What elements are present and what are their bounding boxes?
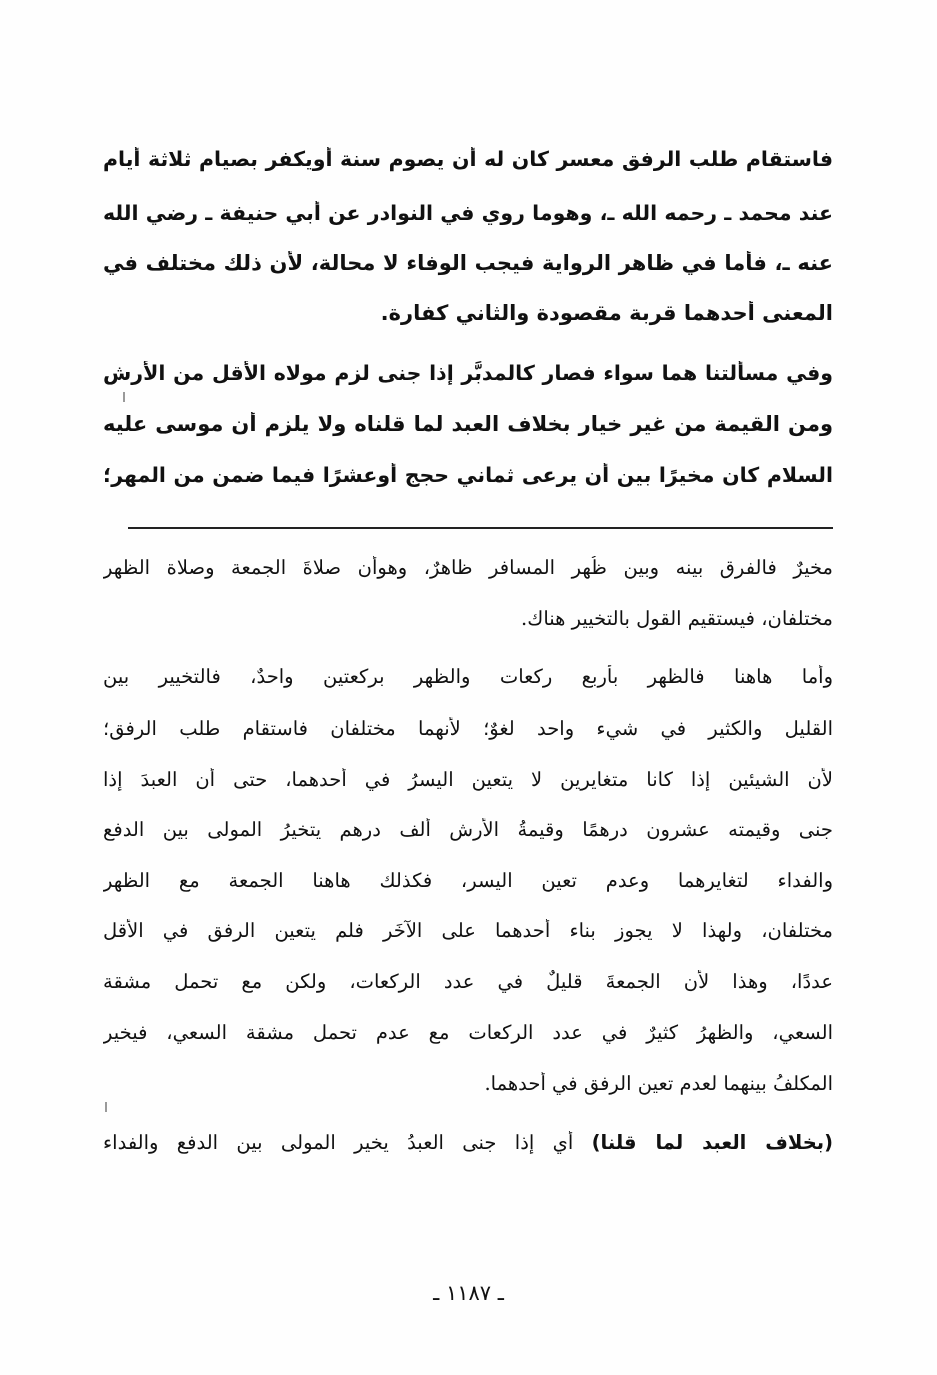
main-text-line-1: فاستقام طلب الرفق معسر كان له أن يصوم سنة أويكفر بصيام ثلاثة أيام — [103, 147, 833, 171]
quoted-reference: (بخلاف العبد لما قلنا) — [591, 1131, 833, 1154]
commentary-line-3: وأما هاهنا فالظهر بأربع ركعات والظهر بركعتين واحدٌ، فالتخيير بين — [103, 665, 833, 688]
main-text-line-4: المعنى أحدهما قربة مقصودة والثاني كفارة. — [380, 301, 833, 325]
main-text-line-3: عنه ـ، فأما في ظاهر الرواية فيجب الوفاء لا محالة، لأن ذلك مختلف في — [103, 251, 833, 275]
commentary-final-text: أي إذا جنى العبدُ يخير المولى بين الدفع والفداء — [103, 1131, 592, 1154]
commentary-line-11: المكلفُ بينهما لعدم تعين الرفق في أحدهما. — [484, 1072, 833, 1095]
main-text-line-7: السلام كان مخيرًا بين أن يرعى ثماني حجج أوعشرًا فيما ضمن من المهر؛ — [103, 463, 833, 487]
commentary-line-1: مخيرٌ فالفرق بينه وبين ظُهر المسافر ظاهرٌ، وهوأن صلاةَ الجمعة وصلاة الظهر — [103, 556, 833, 579]
commentary-line-2: مختلفان، فيستقيم القول بالتخيير هناك. — [521, 607, 833, 630]
main-text-line-6: ومن القيمة من غير خيار بخلاف العبد لما قلناه ولا يلزم أن موسى عليه — [103, 412, 833, 436]
scan-speck — [105, 1102, 107, 1112]
commentary-line-6: جنى وقيمته عشرون درهمًا وقيمةُ الأرش ألف درهم يتخيرُ المولى بين الدفع — [103, 818, 833, 841]
commentary-line-5: لأن الشيئين إذا كانا متغايرين لا يتعين اليسرُ في أحدهما، حتى أن العبدَ إذا — [103, 768, 833, 791]
page-number: ـ ١١٨٧ ـ — [433, 1281, 504, 1305]
commentary-line-9: عددًا، وهذا لأن الجمعةَ قليلٌ في عدد الركعات، ولكن مع تحمل مشقة — [103, 970, 833, 993]
commentary-line-10: السعي، والظهرُ كثيرٌ في عدد الركعات مع عدم تحمل مشقة السعي، فيخير — [103, 1021, 833, 1044]
commentary-line-4: القليل والكثير في شيء واحد لغوٌ؛ لأنهما مختلفان فاستقام طلب الرفق؛ — [103, 717, 833, 740]
scan-speck — [123, 392, 125, 402]
commentary-line-8: مختلفان، ولهذا لا يجوز بناء أحدهما على الآخَر فلم يتعين الرفق في الأقل — [103, 919, 833, 942]
main-text-line-5: وفي مسألتنا هما سواء فصار كالمدبَّر إذا جنى لزم مولاه الأقل من الأرش — [103, 361, 833, 385]
commentary-line-7: والفداء لتغايرهما وعدم تعين اليسر، فكذلك هاهنا الجمعة مع الظهر — [103, 869, 833, 892]
main-text-line-2: عند محمد ـ رحمه الله ـ، وهوما روي في النوادر عن أبي حنيفة ـ رضي الله — [103, 201, 833, 225]
footnote-separator — [128, 527, 833, 529]
commentary-final-line — [103, 1131, 833, 1154]
